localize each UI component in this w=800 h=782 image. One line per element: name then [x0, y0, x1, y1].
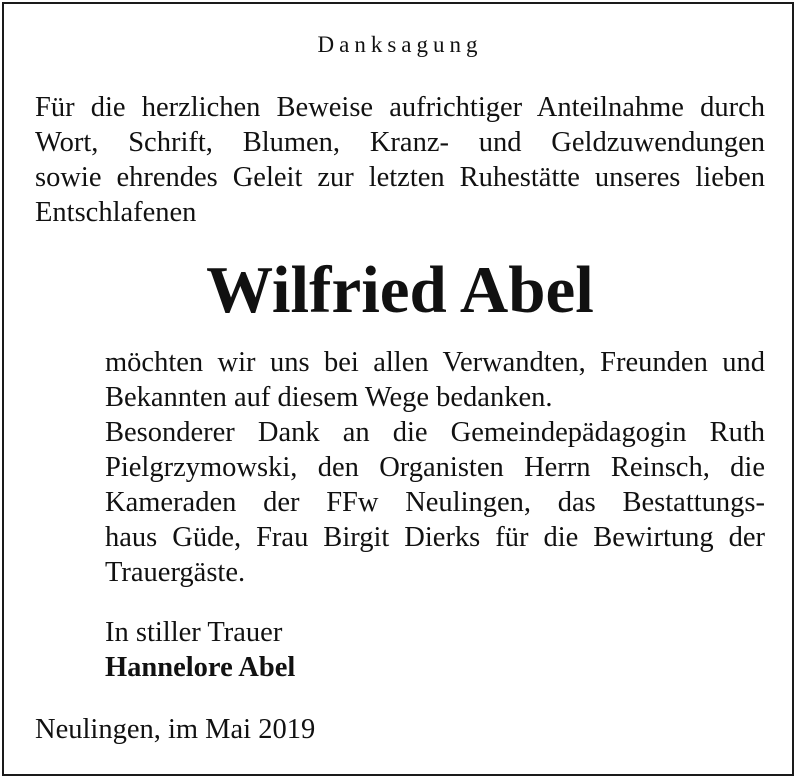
intro-line: sowie ehrendes Geleit zur letzten Ruhestätte unseres lieben	[35, 162, 765, 193]
mourning-label: In stiller Trauer	[105, 617, 283, 648]
body-line: Besonderer Dank an die Gemeindepädagogin Ruth	[105, 417, 765, 448]
body-line: Pielgrzymowski, den Organisten Herrn Reinsch, die	[105, 452, 765, 483]
intro-line: Wort, Schrift, Blumen, Kranz- und Geldzuwendungen	[35, 127, 765, 158]
body-line: Bekannten auf diesem Wege bedanken.	[105, 382, 553, 413]
body-line: Trauergäste.	[105, 557, 246, 588]
mourner-name: Hannelore Abel	[105, 652, 296, 683]
intro-line: Entschlafenen	[35, 197, 197, 228]
place-date: Neulingen, im Mai 2019	[35, 714, 316, 745]
body-line: haus Güde, Frau Birgit Dierks für die Bewirtung der	[105, 522, 765, 553]
body-line: Kameraden der FFw Neulingen, das Bestattungs-	[105, 487, 765, 518]
body-line: möchten wir uns bei allen Verwandten, Freunden und	[105, 347, 765, 378]
deceased-name: Wilfried Abel	[206, 253, 594, 327]
intro-line: Für die herzlichen Beweise aufrichtiger Anteilnahme durch	[35, 92, 765, 123]
notice-heading: Danksagung	[317, 32, 483, 57]
